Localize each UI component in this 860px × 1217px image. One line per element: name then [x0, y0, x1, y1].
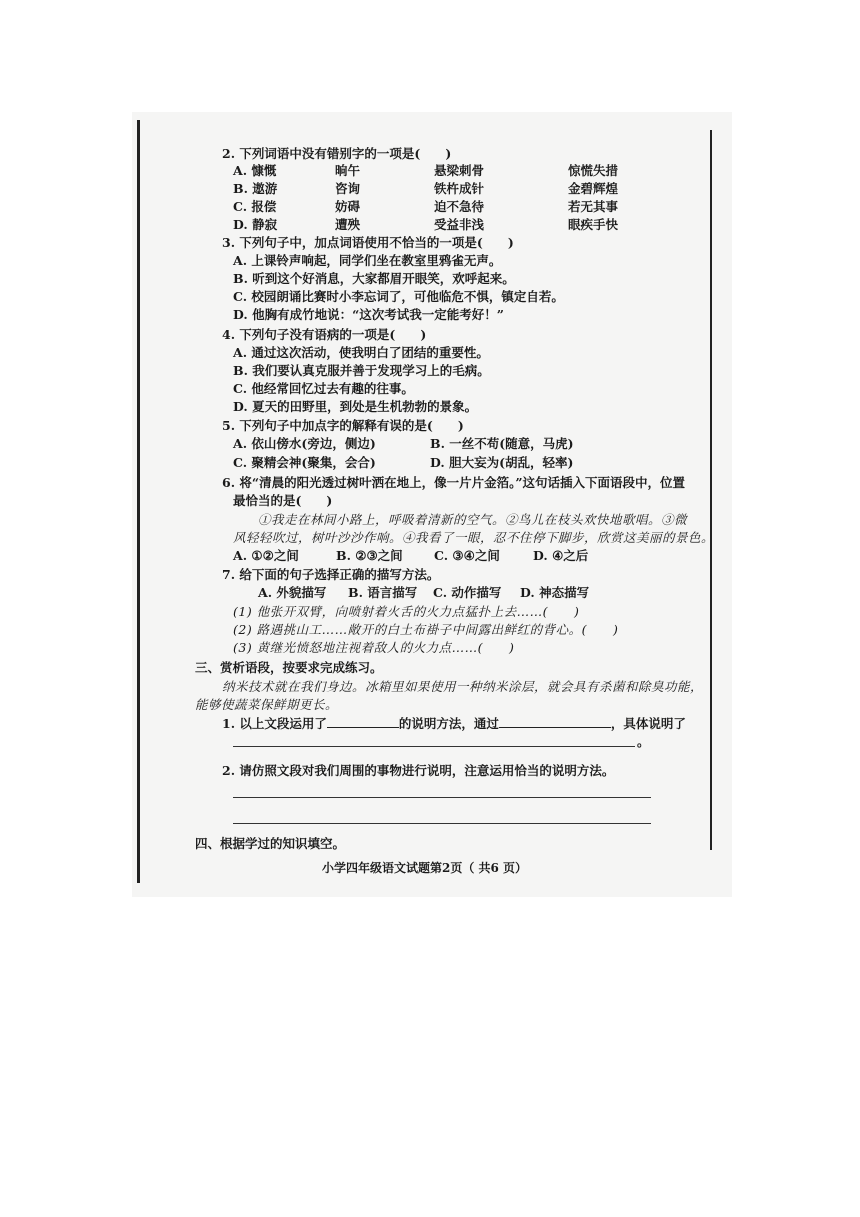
q7-item-2: (2) 路遇挑山工……敞开的白土布褂子中间露出鲜红的背心。( ) [233, 622, 619, 637]
q6-option-c: C. ③④之间 [434, 548, 500, 563]
q6-stem-line1: 6. 将“清晨的阳光透过树叶洒在地上，像一片片金箔。”这句话插入下面语段中，位置 [222, 475, 686, 490]
q2-c-1: C. 报偿 [233, 199, 277, 214]
q6-option-d: D. ④之后 [533, 548, 589, 563]
scanned-page [132, 112, 732, 897]
blank-through[interactable] [499, 715, 611, 728]
q2-stem: 2. 下列词语中没有错别字的一项是( ) [222, 146, 452, 161]
q4-stem: 4. 下列句子没有语病的一项是( ) [222, 327, 427, 342]
q2-a-3: 悬梁刺骨 [434, 163, 485, 178]
section3-q1-end: 。 [637, 734, 650, 749]
q7-stem: 7. 给下面的句子选择正确的描写方法。 [222, 567, 440, 582]
q5-option-a: A. 依山傍水(旁边，侧边) [233, 436, 376, 451]
q3-option-d: D. 他胸有成竹地说：“这次考试我一定能考好！” [233, 307, 504, 322]
section3-passage-line2: 能够使蔬菜保鲜期更长。 [195, 697, 339, 712]
q6-passage-line1: ①我走在林间小路上，呼吸着清新的空气。②鸟儿在枝头欢快地歌唱。③微 [258, 512, 688, 527]
q4-option-d: D. 夏天的田野里，到处是生机勃勃的景象。 [233, 399, 478, 414]
answer-line-1[interactable] [233, 746, 635, 747]
right-border-line [710, 130, 712, 850]
q7-option-b: B. 语言描写 [348, 585, 418, 600]
q2-c-3: 迫不急待 [434, 199, 485, 214]
q6-passage-line2: 风轻轻吹过，树叶沙沙作响。④我看了一眼，忍不住停下脚步，欣赏这美丽的景色。 [233, 530, 715, 545]
section4-title: 四、根据学过的知识填空。 [195, 836, 346, 851]
q2-b-3: 铁杵成针 [434, 181, 485, 196]
q2-b-1: B. 遨游 [233, 181, 278, 196]
q5-stem: 5. 下列句子中加点字的解释有误的是( ) [222, 418, 464, 433]
section3-q1-part-a: 1. 以上文段运用了 [222, 716, 327, 731]
q2-d-1: D. 静寂 [233, 217, 278, 232]
q2-d-2: 遭殃 [335, 217, 361, 232]
q3-option-c: C. 校园朗诵比赛时小李忘词了，可他临危不惧，镇定自若。 [233, 289, 564, 304]
q2-b-2: 咨询 [335, 181, 361, 196]
answer-line-2[interactable] [233, 797, 651, 798]
q2-b-4: 金碧辉煌 [568, 181, 619, 196]
q2-d-4: 眼疾手快 [568, 217, 619, 232]
q7-item-1: (1) 他张开双臂，向喷射着火舌的火力点猛扑上去……( ) [233, 604, 580, 619]
section3-q1 [222, 715, 686, 732]
section3-q1-part-c: ，具体说明了 [610, 716, 686, 731]
q2-d-3: 受益非浅 [434, 217, 485, 232]
q6-option-a: A. ①②之间 [233, 548, 299, 563]
q3-option-b: B. 听到这个好消息，大家都眉开眼笑，欢呼起来。 [233, 271, 515, 286]
blank-method[interactable] [327, 715, 399, 728]
page-footer: 小学四年级语文试题第2页（ 共6 页） [322, 861, 528, 875]
section3-passage-line1: 纳米技术就在我们身边。冰箱里如果使用一种纳米涂层，就会具有杀菌和除臭功能， [222, 679, 704, 694]
q2-c-4: 若无其事 [568, 199, 619, 214]
q6-stem-line2: 最恰当的是( ) [233, 493, 333, 508]
q2-a-2: 晌午 [335, 163, 361, 178]
q4-option-b: B. 我们要认真克服并善于发现学习上的毛病。 [233, 363, 490, 378]
q2-c-2: 妨碍 [335, 199, 361, 214]
q4-option-a: A. 通过这次活动，使我明白了团结的重要性。 [233, 345, 489, 360]
q2-a-1: A. 慷慨 [233, 163, 277, 178]
q3-option-a: A. 上课铃声响起，同学们坐在教室里鸦雀无声。 [233, 253, 502, 268]
q5-option-c: C. 聚精会神(聚集，会合) [233, 455, 376, 470]
q5-option-d: D. 胆大妄为(胡乱，轻率) [430, 455, 574, 470]
q7-option-a: A. 外貌描写 [258, 585, 327, 600]
section3-q2: 2. 请仿照文段对我们周围的事物进行说明，注意运用恰当的说明方法。 [222, 763, 615, 778]
section3-title: 三、赏析语段，按要求完成练习。 [195, 660, 383, 675]
q7-option-c: C. 动作描写 [433, 585, 502, 600]
q5-option-b: B. 一丝不苟(随意，马虎) [430, 436, 574, 451]
answer-line-3[interactable] [233, 823, 651, 824]
left-border-line [137, 120, 140, 883]
q7-item-3: (3) 黄继光愤怒地注视着敌人的火力点……( ) [233, 640, 515, 655]
q7-option-d: D. 神态描写 [520, 585, 590, 600]
q3-stem: 3. 下列句子中，加点词语使用不恰当的一项是( ) [222, 235, 514, 250]
section3-q1-part-b: 的说明方法，通过 [398, 716, 499, 731]
q4-option-c: C. 他经常回忆过去有趣的往事。 [233, 381, 414, 396]
q6-option-b: B. ②③之间 [336, 548, 403, 563]
q2-a-4: 惊慌失措 [568, 163, 619, 178]
